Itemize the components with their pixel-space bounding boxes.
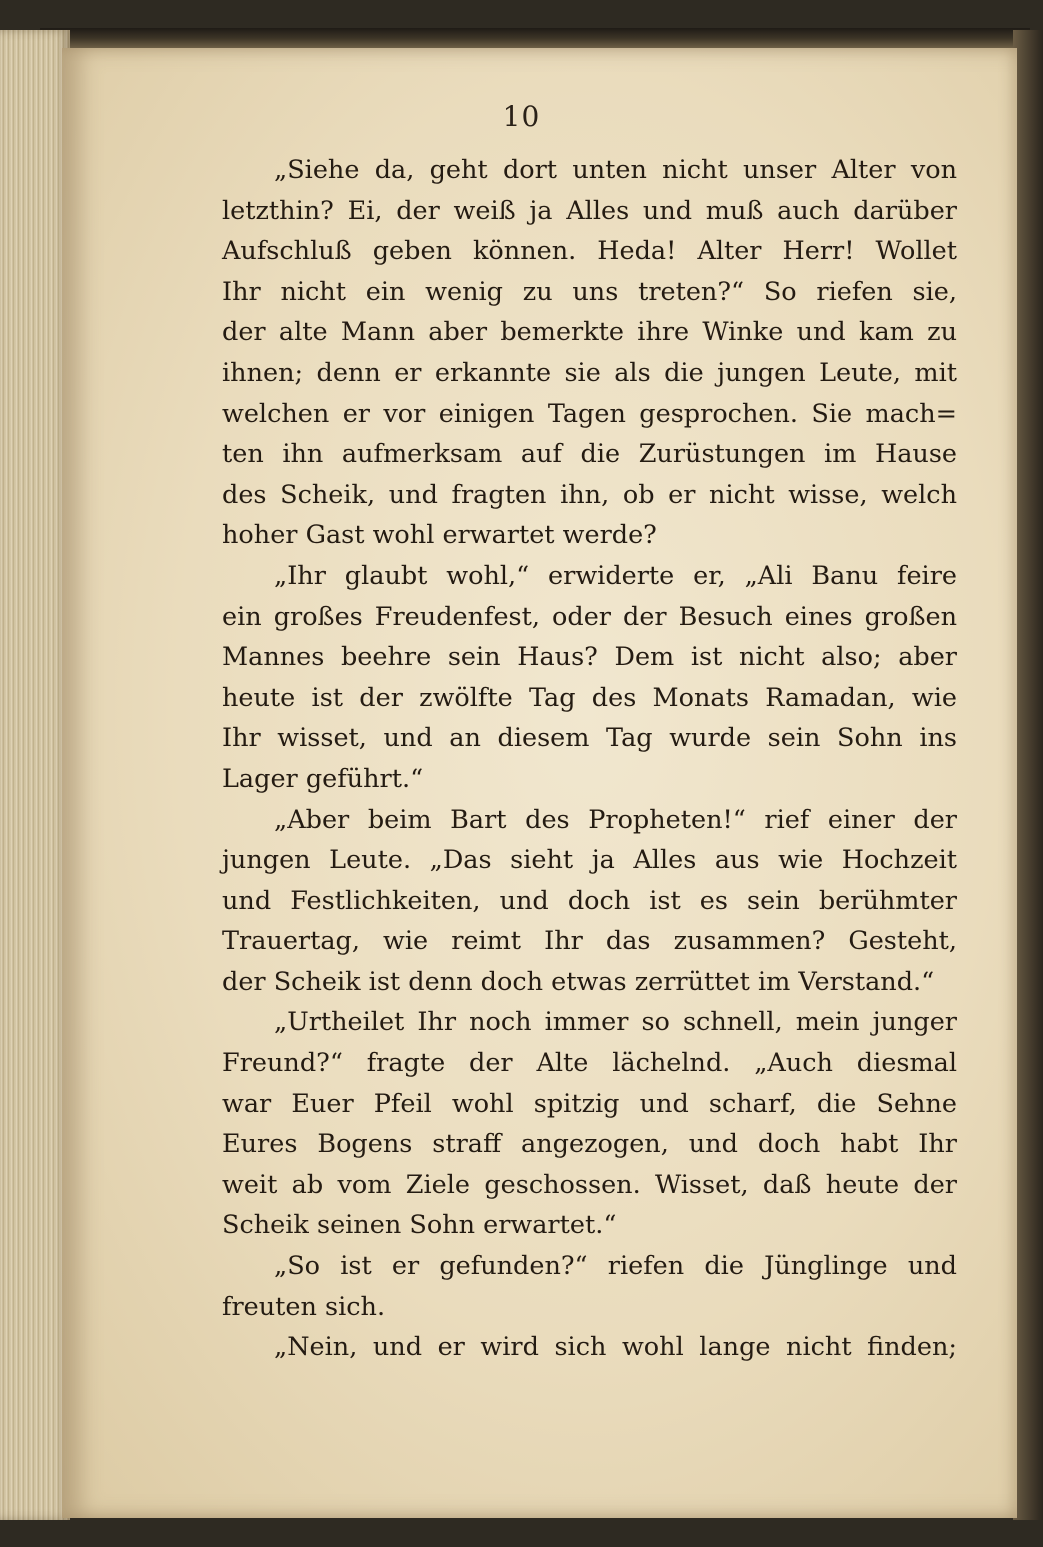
text-line: Eures Bogens straff angezogen, und doch habt Ihr: [222, 1129, 957, 1160]
text-line: „Nein, und er wird sich wohl lange nicht finden;: [274, 1332, 957, 1363]
text-line: welchen er vor einigen Tagen gesprochen. Sie mach=: [222, 398, 957, 429]
text-line: Mannes beehre sein Haus? Dem ist nicht also; aber: [222, 642, 957, 673]
text-line: „Ihr glaubt wohl,“ erwiderte er, „Ali Banu feire: [274, 560, 957, 591]
text-line: freuten sich.: [222, 1291, 386, 1322]
text-line: letzthin? Ei, der weiß ja Alles und muß auch darüber: [222, 195, 957, 226]
text-line: ihnen; denn er erkannte sie als die jungen Leute, mit: [222, 357, 957, 388]
text-line: Scheik seinen Sohn erwartet.“: [222, 1210, 617, 1241]
text-line: war Euer Pfeil wohl spitzig und scharf, die Sehne: [222, 1088, 957, 1119]
text-line: heute ist der zwölfte Tag des Monats Ramadan, wie: [222, 682, 957, 713]
page-number: 10: [502, 100, 541, 133]
text-line: „Aber beim Bart des Propheten!“ rief einer der: [274, 804, 957, 835]
text-line: Trauertag, wie reimt Ihr das zusammen? Gesteht,: [222, 926, 957, 957]
body-text: [222, 150, 957, 1368]
text-line: und Festlichkeiten, und doch ist es sein berühmter: [222, 885, 957, 916]
text-line: des Scheik, und fragten ihn, ob er nicht wisse, welch: [222, 479, 957, 510]
book-cover-edge: [1013, 30, 1043, 1520]
text-line: weit ab vom Ziele geschossen. Wisset, daß heute der: [222, 1169, 957, 1200]
text-line: Aufschluß geben können. Heda! Alter Herr! Wollet: [222, 236, 957, 267]
text-line: der alte Mann aber bemerkte ihre Winke und kam zu: [222, 317, 957, 348]
text-line: „So ist er gefunden?“ riefen die Jünglinge und: [274, 1251, 957, 1282]
page-edge-stack: [0, 30, 70, 1520]
text-line: jungen Leute. „Das sieht ja Alles aus wie Hochzeit: [222, 845, 957, 876]
text-line: Ihr wisset, und an diesem Tag wurde sein Sohn ins: [222, 723, 957, 754]
text-line: der Scheik ist denn doch etwas zerrüttet im Verstand.“: [222, 966, 935, 997]
text-line: Ihr nicht ein wenig zu uns treten?“ So riefen sie,: [222, 276, 957, 307]
text-line: Freund?“ fragte der Alte lächelnd. „Auch diesmal: [222, 1048, 957, 1079]
text-line: „Urtheilet Ihr noch immer so schnell, mein junger: [274, 1007, 957, 1038]
text-line: Lager geführt.“: [222, 763, 424, 794]
text-line: „Siehe da, geht dort unten nicht unser Alter von: [274, 155, 957, 185]
text-line: ein großes Freudenfest, oder der Besuch eines großen: [222, 601, 957, 632]
text-line: ten ihn aufmerksam auf die Zurüstungen im Hause: [222, 439, 957, 470]
text-line: hoher Gast wohl erwartet werde?: [222, 520, 657, 551]
